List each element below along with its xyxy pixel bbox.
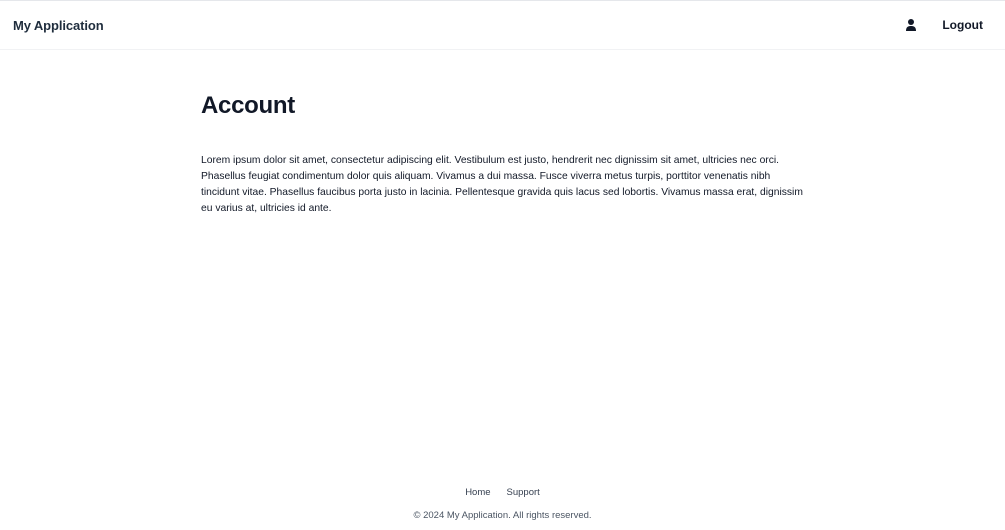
brand-link[interactable]: My Application [13, 17, 104, 33]
user-icon[interactable] [905, 18, 917, 32]
main-content [201, 91, 807, 217]
top-navbar [0, 1, 1005, 50]
header-actions [905, 18, 983, 32]
account-description: Lorem ipsum dolor sit amet, consectetur adipiscing elit. Vestibulum est justo, hendrerit nec dignissim sit amet, ultricies nec orci. Phasellus feugiat condimentum dolor quis aliquam. Vivamus a dui massa. Fusce viverra metus turpis, porttitor venenatis nibh tincidunt vitae. Phasellus faucibus porta justo in lacinia. Pellentesque gravida quis lacus sed lobortis. Vivamus massa erat, dignissim eu varius at, ultricies id ante. [201, 155, 803, 214]
footer-nav [0, 487, 1005, 498]
footer [0, 487, 1005, 521]
copyright-text: © 2024 My Application. All rights reserved. [413, 510, 592, 521]
page-title: Account [201, 92, 295, 119]
logout-button[interactable]: Logout [942, 18, 983, 32]
footer-link-support[interactable]: Support [506, 487, 540, 498]
footer-link-home[interactable]: Home [465, 487, 491, 498]
